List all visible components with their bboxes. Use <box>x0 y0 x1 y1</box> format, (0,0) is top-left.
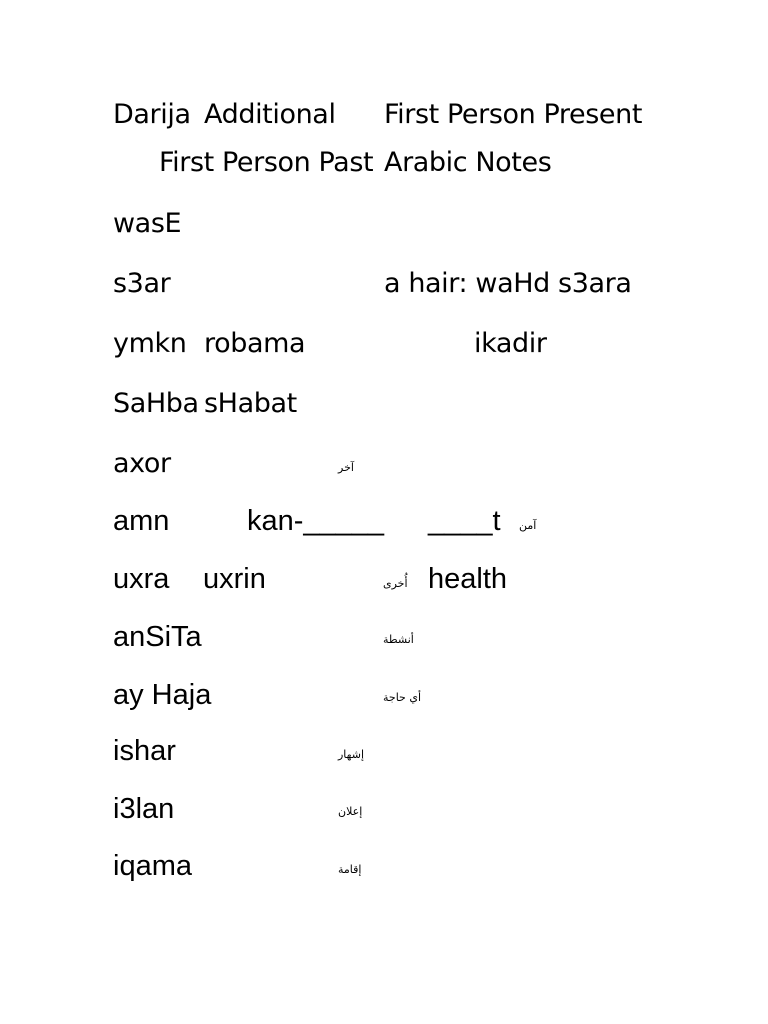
arabic-axor: آخر <box>338 461 354 474</box>
word-s3ar: s3ar <box>113 268 171 299</box>
note-uxra: health <box>428 563 508 595</box>
present-amn: kan-_____ <box>247 505 385 537</box>
additional-ymkn: robama <box>204 328 306 359</box>
arabic-ay-haja: أي حاجة <box>383 691 422 704</box>
word-i3lan: i3lan <box>113 793 175 825</box>
word-axor: axor <box>113 448 171 479</box>
header-first-person-past: First Person Past <box>159 147 374 178</box>
additional-sahba: sHabat <box>204 388 297 419</box>
word-sahba: SaHba <box>113 388 199 419</box>
arabic-ishar: إشهار <box>338 748 365 761</box>
header-additional: Additional <box>204 99 336 130</box>
word-ay-haja: ay Haja <box>113 679 212 711</box>
word-ansita: anSiTa <box>113 621 202 653</box>
additional-uxra: uxrin <box>203 563 266 595</box>
present-ymkn: ikadir <box>474 328 547 359</box>
word-ymkn: ymkn <box>113 328 187 359</box>
header-arabic-notes: Arabic Notes <box>384 147 552 178</box>
word-wase: wasE <box>113 208 182 239</box>
arabic-uxra: أُخرى <box>383 577 408 590</box>
arabic-ansita: أنشطة <box>383 633 414 646</box>
word-ishar: ishar <box>113 735 176 767</box>
word-iqama: iqama <box>113 850 192 882</box>
word-uxra: uxra <box>113 563 170 595</box>
header-darija: Darija <box>113 99 191 130</box>
word-amn: amn <box>113 505 170 537</box>
arabic-amn: آمن <box>519 519 537 532</box>
past-amn: ____t <box>428 505 501 537</box>
arabic-i3lan: إعلان <box>338 805 363 818</box>
arabic-iqama: إقامة <box>338 863 362 876</box>
header-first-person-present: First Person Present <box>384 99 643 130</box>
note-s3ar: a hair: waHd s3ara <box>384 268 632 299</box>
